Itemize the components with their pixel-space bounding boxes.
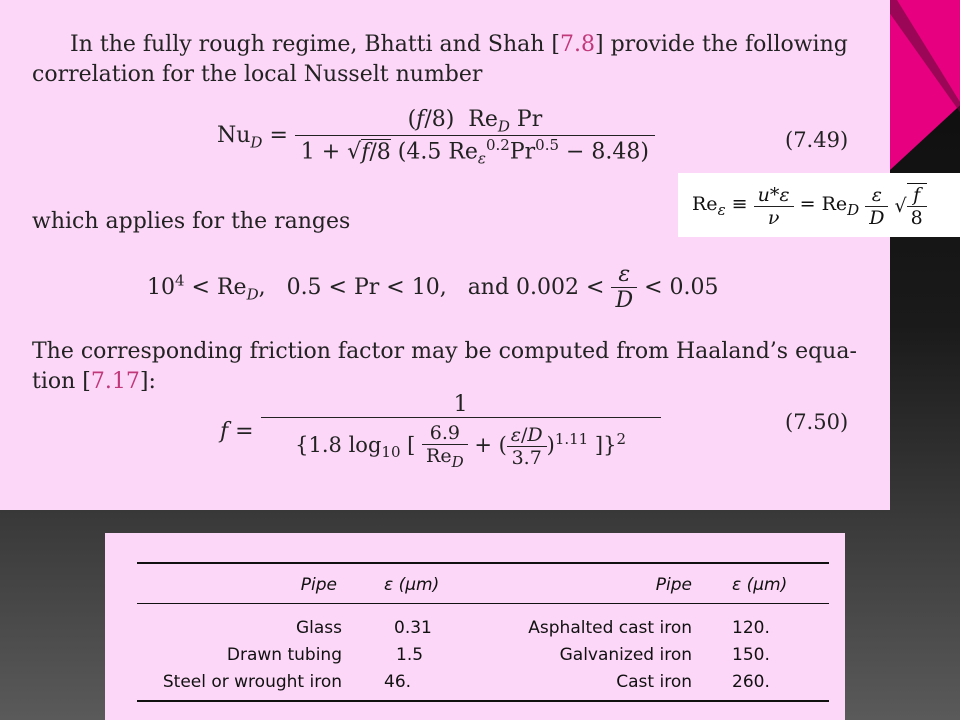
text-span: In the fully rough regime, Bhatti and Shah [ xyxy=(70,32,561,57)
table-cell: 46. xyxy=(384,672,412,692)
table-header-rule xyxy=(137,603,829,604)
table-top-rule xyxy=(137,562,829,564)
equation-nusselt: $Nu_D$ = $\frac{(f/8) Re_D Pr}{1 + √f/8 (4.5 Re_\varepsilon^{0.2}Pr^{0.5} - 8.48)}$ xyxy=(217,107,655,168)
column-header: Pipe xyxy=(655,575,692,595)
paragraph-line: which applies for the ranges xyxy=(32,209,351,234)
text-span: tion [ xyxy=(32,369,91,394)
text-span: and xyxy=(467,274,510,300)
equation-number: (7.50) xyxy=(785,410,849,434)
paragraph-line: The corresponding friction factor may be computed from Haaland’s equa- xyxy=(32,339,857,364)
paragraph-line: correlation for the local Nusselt number xyxy=(32,62,483,87)
equation-roughness-re: $Re_\varepsilon$ ≡ $\frac{u*\varepsilon}{\nu}$ = $Re_D$ $\frac{\varepsilon}{D}$ √ $\frac{f}{8}$ xyxy=(692,183,927,229)
table-bottom-rule xyxy=(137,700,829,702)
table-cell: 1.5 xyxy=(396,645,424,665)
citation-link[interactable]: 7.17 xyxy=(90,369,140,394)
table-cell: Cast iron xyxy=(616,672,692,692)
table-cell: Glass xyxy=(295,618,342,638)
table-cell: 260. xyxy=(732,672,770,692)
table-cell: 120. xyxy=(732,618,770,638)
citation-link[interactable]: 7.8 xyxy=(560,32,596,57)
roughness-table xyxy=(105,533,845,720)
table-cell: Drawn tubing xyxy=(226,645,342,665)
text-span: ] provide the following xyxy=(595,32,848,57)
paragraph-line xyxy=(70,30,848,60)
table-cell: Steel or wrought iron xyxy=(162,672,342,692)
table-cell: 150. xyxy=(732,645,770,665)
column-header: Pipe xyxy=(300,575,337,595)
paragraph-line xyxy=(32,367,156,397)
equation-ranges: $10^4 < Re_D$, 0.5 < Pr < 10, and 0.002 < $\frac{\varepsilon}{D}$ < 0.05 xyxy=(147,262,719,313)
column-header: ε (μm) xyxy=(732,575,788,595)
text-span: ]: xyxy=(139,369,156,394)
table-cell: 0.31 xyxy=(394,618,432,638)
equation-haaland: f = 1 {1.8 $\log_{10}$ [ $\frac{6.9}{Re_D}$ + ( $\frac{\varepsilon/D}{3.7}$ )$^{1.11}$ ]}$^2$ xyxy=(220,392,661,471)
table-cell: Asphalted cast iron xyxy=(528,618,692,638)
table-cell: Galvanized iron xyxy=(559,645,692,665)
column-header: ε (μm) xyxy=(384,575,440,595)
roughness-reynolds-definition xyxy=(678,173,960,237)
equation-number: (7.49) xyxy=(785,128,849,152)
